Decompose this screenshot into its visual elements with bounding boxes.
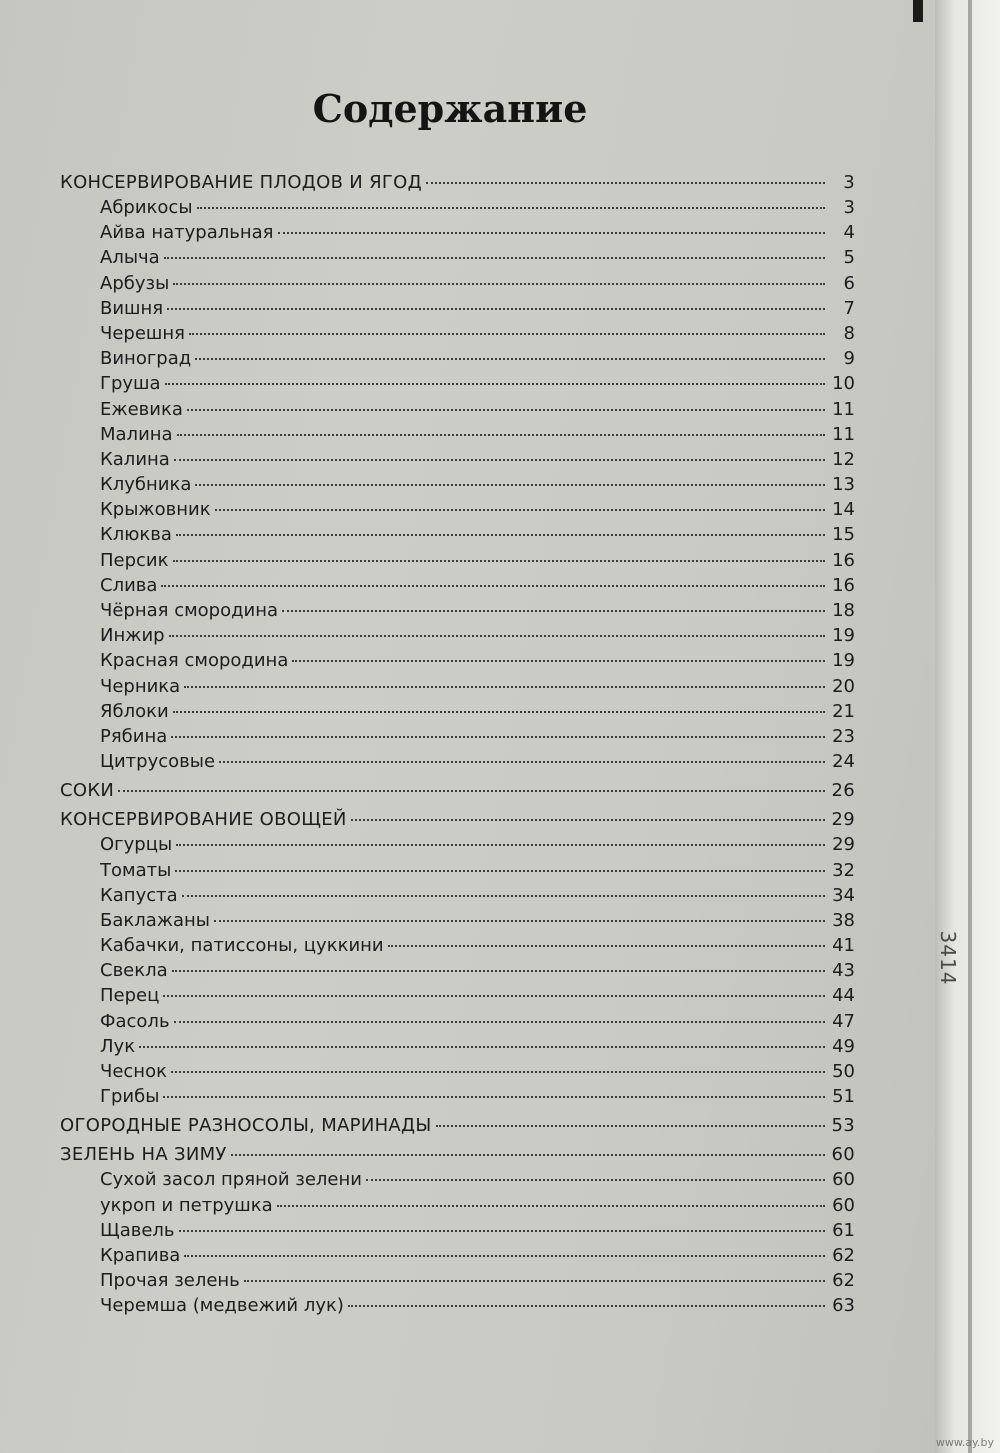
toc-entry-label: Черешня — [100, 322, 185, 344]
dot-leader — [189, 333, 825, 335]
dot-leader — [139, 1046, 825, 1048]
dot-leader — [214, 920, 825, 922]
corner-mark — [913, 0, 923, 22]
dot-leader — [164, 257, 825, 259]
toc-subsection-entry — [60, 701, 855, 726]
toc-subsection-entry — [60, 1169, 855, 1194]
dot-leader — [163, 1096, 825, 1098]
toc-entry-label: Огурцы — [100, 834, 173, 856]
dot-leader — [173, 711, 825, 713]
toc-entry-label: Алыча — [100, 247, 160, 269]
toc-entry-label: Груша — [100, 373, 161, 395]
toc-subsection-entry — [60, 1270, 855, 1295]
toc-page-number: 3 — [843, 172, 855, 193]
toc-page-number: 3 — [843, 197, 855, 218]
toc-entry-label: Кабачки, патиссоны, цуккини — [100, 935, 384, 957]
toc-page-number: 12 — [832, 448, 855, 470]
toc-entry-label: Виноград — [100, 348, 192, 370]
toc-entry-label: Лук — [100, 1035, 136, 1057]
toc-subsection-entry — [60, 676, 855, 701]
toc-subsection-entry — [60, 834, 855, 859]
toc-page-number: 16 — [832, 549, 855, 571]
toc-subsection-entry — [60, 910, 855, 935]
toc-subsection-entry — [60, 600, 855, 625]
dot-leader — [351, 819, 825, 821]
toc-page-number: 61 — [832, 1219, 855, 1241]
toc-entry-label: Персик — [100, 549, 169, 571]
toc-page-number: 7 — [843, 297, 855, 319]
toc-entry-label: Щавель — [100, 1219, 175, 1241]
dot-leader — [173, 283, 825, 285]
dot-leader — [366, 1179, 825, 1181]
dot-leader — [176, 534, 825, 536]
toc-subsection-entry — [60, 273, 855, 298]
dot-leader — [292, 660, 825, 662]
dot-leader — [277, 1205, 825, 1207]
toc-page-number: 6 — [843, 272, 855, 294]
toc-entry-label: Красная смородина — [100, 650, 289, 672]
dot-leader — [161, 585, 825, 587]
toc-page-number: 51 — [832, 1086, 855, 1108]
dot-leader — [426, 182, 825, 184]
toc-subsection-entry — [60, 751, 855, 776]
toc-subsection-entry — [60, 1061, 855, 1086]
toc-entry-label: Айва натуральная — [100, 222, 274, 244]
dot-leader — [182, 895, 825, 897]
toc-subsection-entry — [60, 985, 855, 1010]
toc-page-number: 34 — [832, 884, 855, 906]
toc-entry-label: Яблоки — [100, 700, 169, 722]
toc-subsection-entry — [60, 726, 855, 751]
toc-subsection-entry — [60, 885, 855, 910]
toc-entry-label: Черемша (медвежий лук) — [100, 1295, 344, 1317]
toc-subsection-entry — [60, 625, 855, 650]
side-number: 3414 — [936, 930, 960, 986]
toc-page-number: 19 — [832, 625, 855, 647]
toc-page-number: 43 — [832, 960, 855, 982]
dot-leader — [165, 383, 825, 385]
toc-section-entry — [60, 172, 855, 197]
toc-subsection-entry — [60, 550, 855, 575]
toc-entry-label: Перец — [100, 985, 160, 1007]
toc-entry-label: Рябина — [100, 725, 168, 747]
toc-subsection-entry — [60, 247, 855, 272]
dot-leader — [195, 358, 825, 360]
toc-page-number: 5 — [843, 247, 855, 269]
dot-leader — [184, 686, 825, 688]
toc-subsection-entry — [60, 197, 855, 222]
toc-page-number: 26 — [831, 780, 855, 802]
toc-page-number: 10 — [832, 373, 855, 395]
toc-subsection-entry — [60, 348, 855, 373]
toc-subsection-entry — [60, 1195, 855, 1220]
toc-page-number: 24 — [832, 751, 855, 773]
dot-leader — [177, 434, 825, 436]
toc-page-number: 16 — [832, 574, 855, 596]
dot-leader — [118, 790, 825, 792]
toc-entry-label: Клубника — [100, 474, 192, 496]
toc-entry-label: Слива — [100, 574, 158, 596]
page-title: Содержание — [312, 86, 588, 131]
watermark: www.ay.by — [935, 1436, 994, 1449]
toc-entry-label: Цитрусовые — [100, 751, 216, 773]
dot-leader — [173, 560, 825, 562]
toc-page-number: 23 — [832, 725, 855, 747]
toc-section-entry — [60, 780, 855, 805]
toc-entry-label: Чёрная смородина — [100, 600, 279, 621]
toc-entry-label: ОГОРОДНЫЕ РАЗНОСОЛЫ, МАРИНАДЫ — [60, 1115, 432, 1137]
toc-entry-label: Ежевика — [100, 398, 183, 420]
toc-page-number: 38 — [832, 909, 855, 931]
toc-page-number: 47 — [832, 1010, 855, 1032]
toc-entry-label: Вишня — [100, 297, 164, 319]
toc-page-number: 62 — [832, 1244, 855, 1266]
toc-page-number: 60 — [831, 1144, 855, 1166]
toc-entry-label: Сухой засол пряной зелени — [100, 1169, 362, 1191]
toc-subsection-entry — [60, 1295, 855, 1320]
toc-page-number: 21 — [832, 700, 855, 722]
toc-page-number: 29 — [831, 809, 855, 831]
dot-leader — [388, 945, 825, 947]
toc-subsection-entry — [60, 650, 855, 675]
toc-subsection-entry — [60, 323, 855, 348]
toc-page-number: 53 — [831, 1115, 855, 1137]
toc-entry-label: Капуста — [100, 884, 178, 906]
toc-subsection-entry — [60, 1011, 855, 1036]
toc-subsection-entry — [60, 524, 855, 549]
toc-subsection-entry — [60, 1036, 855, 1061]
dot-leader — [187, 409, 825, 411]
dot-leader — [174, 459, 825, 461]
toc-page-number: 44 — [832, 985, 855, 1007]
toc-page-number: 18 — [832, 600, 855, 621]
toc-page-number: 11 — [832, 423, 855, 445]
dot-leader — [436, 1125, 825, 1127]
toc-subsection-entry — [60, 1245, 855, 1270]
toc-page-number: 9 — [843, 348, 855, 370]
toc-entry-label: СОКИ — [60, 780, 115, 802]
toc-entry-label: Фасоль — [100, 1010, 170, 1032]
dot-leader — [171, 736, 825, 738]
toc-subsection-entry — [60, 474, 855, 499]
dot-leader — [278, 232, 825, 234]
toc-entry-label: Прочая зелень — [100, 1270, 240, 1292]
toc-subsection-entry — [60, 499, 855, 524]
dot-leader — [348, 1305, 825, 1307]
dot-leader — [163, 995, 825, 997]
toc-entry-label: Абрикосы — [100, 197, 193, 218]
toc-page-number: 20 — [832, 675, 855, 697]
toc-subsection-entry — [60, 1086, 855, 1111]
toc-entry-label: Калина — [100, 448, 170, 470]
toc-entry-label: Баклажаны — [100, 909, 211, 931]
toc-subsection-entry — [60, 860, 855, 885]
toc-entry-label: Крыжовник — [100, 499, 211, 521]
dot-leader — [244, 1280, 825, 1282]
toc-entry-label: КОНСЕРВИРОВАНИЕ ПЛОДОВ И ЯГОД — [60, 172, 423, 193]
toc-page-number: 60 — [832, 1169, 855, 1191]
dot-leader — [174, 1021, 825, 1023]
toc-subsection-entry — [60, 298, 855, 323]
dot-leader — [176, 844, 825, 846]
dot-leader — [215, 509, 825, 511]
toc-section-entry — [60, 1115, 855, 1140]
toc-subsection-entry — [60, 222, 855, 247]
toc-entry-label: ЗЕЛЕНЬ НА ЗИМУ — [60, 1144, 227, 1166]
toc-entry-label: КОНСЕРВИРОВАНИЕ ОВОЩЕЙ — [60, 809, 347, 831]
toc-page-number: 11 — [832, 398, 855, 420]
table-of-contents — [60, 172, 855, 1321]
toc-section-entry — [60, 1144, 855, 1169]
toc-page-number: 41 — [832, 935, 855, 957]
dot-leader — [184, 1255, 825, 1257]
toc-entry-label: Томаты — [100, 859, 172, 881]
dot-leader — [195, 484, 825, 486]
dot-leader — [167, 308, 825, 310]
toc-entry-label: укроп и петрушка — [100, 1194, 273, 1216]
toc-entry-label: Свекла — [100, 960, 168, 982]
toc-entry-label: Клюква — [100, 524, 172, 546]
toc-entry-label: Малина — [100, 423, 173, 445]
toc-page-number: 8 — [843, 322, 855, 344]
toc-entry-label: Арбузы — [100, 272, 170, 294]
toc-subsection-entry — [60, 449, 855, 474]
dot-leader — [172, 970, 825, 972]
toc-page-number: 50 — [832, 1061, 855, 1082]
toc-entry-label: Черника — [100, 675, 181, 697]
dot-leader — [171, 1071, 825, 1073]
toc-page-number: 4 — [843, 222, 855, 244]
toc-entry-label: Инжир — [100, 625, 165, 647]
toc-entry-label: Грибы — [100, 1086, 160, 1108]
toc-page-number: 62 — [832, 1270, 855, 1292]
dot-leader — [169, 635, 825, 637]
toc-page-number: 19 — [832, 650, 855, 672]
toc-page-number: 29 — [832, 834, 855, 856]
dot-leader — [219, 761, 825, 763]
dot-leader — [197, 207, 825, 209]
dot-leader — [282, 610, 825, 612]
dot-leader — [231, 1154, 825, 1156]
toc-page-number: 32 — [832, 859, 855, 881]
dot-leader — [179, 1230, 825, 1232]
toc-section-entry — [60, 809, 855, 834]
toc-page-number: 60 — [832, 1194, 855, 1216]
toc-subsection-entry — [60, 935, 855, 960]
toc-page-number: 13 — [832, 474, 855, 496]
toc-subsection-entry — [60, 960, 855, 985]
toc-page-number: 14 — [832, 499, 855, 521]
toc-page-number: 15 — [832, 524, 855, 546]
page-spine-shadow — [968, 0, 972, 1453]
toc-entry-label: Крапива — [100, 1244, 181, 1266]
toc-subsection-entry — [60, 399, 855, 424]
toc-subsection-entry — [60, 575, 855, 600]
toc-subsection-entry — [60, 1220, 855, 1245]
toc-page-number: 49 — [832, 1035, 855, 1057]
dot-leader — [175, 870, 825, 872]
toc-subsection-entry — [60, 373, 855, 398]
toc-page-number: 63 — [832, 1295, 855, 1317]
toc-subsection-entry — [60, 424, 855, 449]
toc-entry-label: Чеснок — [100, 1061, 167, 1082]
